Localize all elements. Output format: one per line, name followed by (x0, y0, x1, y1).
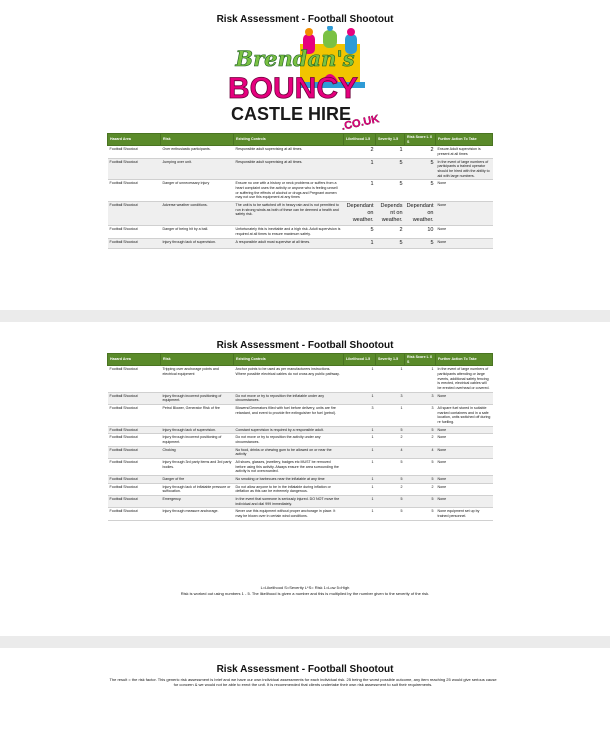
table-cell: Responsible adult supervising at all times. (234, 146, 344, 158)
table-cell: Dependant on weather. (405, 202, 436, 226)
page-title: Risk Assessment - Football Shootout (216, 340, 394, 351)
column-header: Risk Score L X S (405, 354, 436, 366)
table-row (108, 476, 493, 484)
column-header: Further Action To Take (436, 354, 493, 366)
page-separator (0, 310, 610, 322)
table-cell: 1 (344, 508, 376, 520)
table-cell: 1 (344, 366, 376, 392)
page-separator (0, 636, 610, 648)
table-cell: Dependant on weather. (344, 202, 376, 226)
table-cell: 3 (405, 392, 436, 404)
table-cell: Do not move or try to reposition the inflatable under any circumstances. (234, 392, 344, 404)
table-header-row (108, 354, 493, 366)
table-cell: In the event that someone is seriously injured. DO NOT move the individual and dial 999 immediately. (234, 496, 344, 508)
page-1 (0, 0, 610, 300)
table-row (108, 434, 493, 446)
table-cell: 2 (376, 434, 405, 446)
table-cell: Constant supervision is required by a responsible adult. (234, 426, 344, 434)
table-cell: 1 (344, 483, 376, 495)
table-cell: 1 (376, 146, 405, 158)
table-cell: 5 (376, 459, 405, 476)
table-row (108, 426, 493, 434)
table-cell: None (436, 459, 493, 476)
table-cell: Unfortunately this is inevitable and a high risk. Adult supervision is required at all times to ensure maximum safety. (234, 226, 344, 238)
column-header: Likelihood 1-5 (344, 354, 376, 366)
table-row (108, 446, 493, 458)
column-header: Severity 1-5 (376, 134, 405, 146)
column-header: Further Action To Take (436, 134, 493, 146)
table-cell: None (436, 202, 493, 226)
table-cell: 4 (405, 446, 436, 458)
table-cell: Football Shootout (108, 202, 161, 226)
table-row (108, 238, 493, 248)
table-cell: 2 (405, 146, 436, 158)
table-cell: None (436, 483, 493, 495)
table-row (108, 226, 493, 238)
table-cell: Injury through lack of inflatable pressure or suffocation. (161, 483, 234, 495)
table-cell: 1 (344, 426, 376, 434)
table-cell: Football Shootout (108, 446, 161, 458)
table-cell: None (436, 226, 493, 238)
table-cell: A responsible adult must supervise at all times. (234, 238, 344, 248)
table-cell: Football Shootout (108, 434, 161, 446)
table-cell: 3 (405, 405, 436, 427)
table-cell: 5 (344, 226, 376, 238)
column-header: Severity 1-5 (376, 354, 405, 366)
table-cell: 5 (376, 496, 405, 508)
table-cell: None (436, 434, 493, 446)
table-row (108, 508, 493, 520)
table-cell: Tripping over anchorage points and electrical equipment (161, 366, 234, 392)
column-header: Existing Controls (234, 134, 344, 146)
table-cell: 5 (376, 426, 405, 434)
logo-bouncy-text: BOUNCY (227, 72, 359, 105)
table-cell: 5 (405, 476, 436, 484)
table-cell: Responsible adult supervising at all times. (234, 158, 344, 180)
table-cell: Injury through incorrect positioning of equipment. (161, 392, 234, 404)
table-cell: Do not allow anyone to be in the inflatable during inflation or deflation as this can be extremely dangerous. (234, 483, 344, 495)
page-title: Risk Assessment - Football Shootout (216, 14, 394, 25)
table-cell: 5 (376, 476, 405, 484)
table-cell: 5 (405, 508, 436, 520)
risk-table-1 (107, 133, 493, 249)
table-cell: Danger of being hit by a ball. (161, 226, 234, 238)
table-cell: Ensure no one with a history or neck problems or suffers from a heart complaint uses the activity or anyone who is feeling unwell or suffering the effects of alcohol or drugs and Pregnant women may not use this equipment at any times (234, 180, 344, 202)
table-cell: In the event of large numbers of participants attending or large events, additional safety fencing is erected, electrical cables will be erected overhead or covered. (436, 366, 493, 392)
table-cell: 5 (405, 158, 436, 180)
table-row (108, 392, 493, 404)
table-cell: 1 (344, 459, 376, 476)
risk-calculation-note: Risk is worked out using numbers 1 - 5. The likelihood is given a number and this is multiplied by the number given to the severity of the risk. (180, 591, 430, 596)
table-cell: Football Shootout (108, 496, 161, 508)
column-header: Likelihood 1-5 (344, 134, 376, 146)
table-cell: Football Shootout (108, 180, 161, 202)
table-cell: 1 (405, 366, 436, 392)
table-row (108, 158, 493, 180)
table-cell: All shoes, glasses, jewellery, badges etc MUST be removed before using this activity. Always ensure the area surrounding the activity is not overcrowded. (234, 459, 344, 476)
table-cell: 5 (405, 459, 436, 476)
column-header: Risk Score L X S (405, 134, 436, 146)
table-cell: 1 (344, 238, 376, 248)
table-cell: Football Shootout (108, 146, 161, 158)
column-header: Hazard Area (108, 134, 161, 146)
table-cell: 2 (405, 483, 436, 495)
table-cell: Adverse weather conditions. (161, 202, 234, 226)
table-cell: None (436, 426, 493, 434)
column-header: Hazard Area (108, 354, 161, 366)
table-cell: 1 (376, 366, 405, 392)
table-cell: Blowers/Generators filled with fuel before delivery, units are fire retardant, and event to provide fire extinguisher for fuel (petrol). (234, 405, 344, 427)
table-row (108, 202, 493, 226)
table-cell: 1 (344, 476, 376, 484)
table-cell: None (436, 476, 493, 484)
table-cell: 3 (376, 392, 405, 404)
table-cell: None (436, 446, 493, 458)
bouncy-castle-logo (205, 26, 385, 134)
table-cell: Football Shootout (108, 392, 161, 404)
table-cell: Choking (161, 446, 234, 458)
table-row (108, 483, 493, 495)
table-cell: Football Shootout (108, 405, 161, 427)
table-cell: None (436, 238, 493, 248)
table-cell: None (436, 392, 493, 404)
logo-domain-text: .CO.UK (340, 113, 381, 133)
table-row (108, 405, 493, 427)
table-cell: 2 (405, 434, 436, 446)
table-cell: Football Shootout (108, 366, 161, 392)
table-row (108, 146, 493, 158)
table-cell: Injury through lack of supervision. (161, 238, 234, 248)
table-cell: 1 (344, 180, 376, 202)
column-header: Risk (161, 134, 234, 146)
risk-table-2 (107, 353, 493, 521)
table-cell: 4 (376, 446, 405, 458)
table-cell: None equipment set up by trained personnel. (436, 508, 493, 520)
table-cell: None (436, 496, 493, 508)
table-cell: Danger of fire (161, 476, 234, 484)
table-cell: 5 (405, 180, 436, 202)
table-cell: 10 (405, 226, 436, 238)
table-cell: Injury through lack of supervision. (161, 426, 234, 434)
table-cell: Football Shootout (108, 238, 161, 248)
logo-brendans-text: Brendan's (235, 46, 355, 71)
page-3 (0, 648, 610, 733)
table-cell: 5 (376, 180, 405, 202)
table-cell: Football Shootout (108, 483, 161, 495)
table-cell: 5 (376, 238, 405, 248)
table-cell: Injury through measure anchorage. (161, 508, 234, 520)
table-cell: Emergency. (161, 496, 234, 508)
table-cell: 5 (405, 426, 436, 434)
risk-conclusion-text: The result = the risk factor. This generic risk assessment is brief and we have our own individual assessments for each individual risk. 25 being the worst possible outcome, any item reaching 25 would give serious cause for concern & we would not be able to erect the unit. It is recommended that clients undertake their own risk assessment to suit their requirements. (109, 677, 497, 688)
column-header: Existing Controls (234, 354, 344, 366)
table-cell: Football Shootout (108, 459, 161, 476)
table-cell: 2 (344, 146, 376, 158)
table-cell: Depends nt on weather. (376, 202, 405, 226)
table-cell: In the event of large numbers of participants a trained operator should be hired with the ability to aid with large numbers. (436, 158, 493, 180)
table-row (108, 496, 493, 508)
table-cell: Injury through 3rd party items and 3rd party bodies. (161, 459, 234, 476)
table-cell: Jumping over unit. (161, 158, 234, 180)
table-row (108, 459, 493, 476)
page-2 (0, 330, 610, 630)
table-cell: Danger of unnecessary injury (161, 180, 234, 202)
table-cell: 5 (376, 508, 405, 520)
risk-scale-legend: L=Likelihood S=Severity L*S= Risk 1=Low 5=High (260, 585, 350, 590)
table-header-row (108, 134, 493, 146)
table-cell: Never use this equipment without proper anchorage in place. It may be blown over in certain wind conditions. (234, 508, 344, 520)
table-cell: 5 (405, 238, 436, 248)
table-cell: 1 (344, 158, 376, 180)
table-cell: Football Shootout (108, 426, 161, 434)
table-cell: Football Shootout (108, 476, 161, 484)
logo-castle-hire-text: CASTLE HIRE (230, 104, 352, 124)
table-cell: No food, drinks or chewing gum to be allowed on or near the activity (234, 446, 344, 458)
table-row (108, 180, 493, 202)
table-cell: 1 (344, 392, 376, 404)
table-cell: Football Shootout (108, 508, 161, 520)
table-cell: All spare fuel stored in suitable marked containers and in a safe location, units switched off during re fuelling. (436, 405, 493, 427)
table-cell: None (436, 180, 493, 202)
table-cell: 2 (376, 226, 405, 238)
table-cell: Injury through incorrect positioning of equipment. (161, 434, 234, 446)
column-header: Risk (161, 354, 234, 366)
table-cell: 5 (376, 158, 405, 180)
table-cell: 1 (376, 405, 405, 427)
table-cell: 5 (405, 496, 436, 508)
table-cell: 1 (344, 446, 376, 458)
page-title: Risk Assessment - Football Shootout (216, 664, 394, 675)
table-cell: Do not move or try to reposition the activity under any circumstances. (234, 434, 344, 446)
table-cell: Football Shootout (108, 226, 161, 238)
table-cell: 3 (344, 405, 376, 427)
table-row (108, 366, 493, 392)
table-cell: No smoking or barbecues near the inflatable at any time (234, 476, 344, 484)
table-cell: The unit is to be switched off in heavy rain and is not permitted to run in strong winds as both of these can be deemed a health and safety risk. (234, 202, 344, 226)
table-cell: Petrol Blower, Generator Risk of fire (161, 405, 234, 427)
table-cell: Football Shootout (108, 158, 161, 180)
table-cell: 1 (344, 496, 376, 508)
table-cell: Anchor points to be used as per manufacturers instructions. Where possible electrical cables do not cross any public pathway. (234, 366, 344, 392)
table-cell: Over enthusiastic participants. (161, 146, 234, 158)
table-cell: 1 (344, 434, 376, 446)
table-cell: Ensure Adult supervision is present at all times (436, 146, 493, 158)
table-cell: 2 (376, 483, 405, 495)
